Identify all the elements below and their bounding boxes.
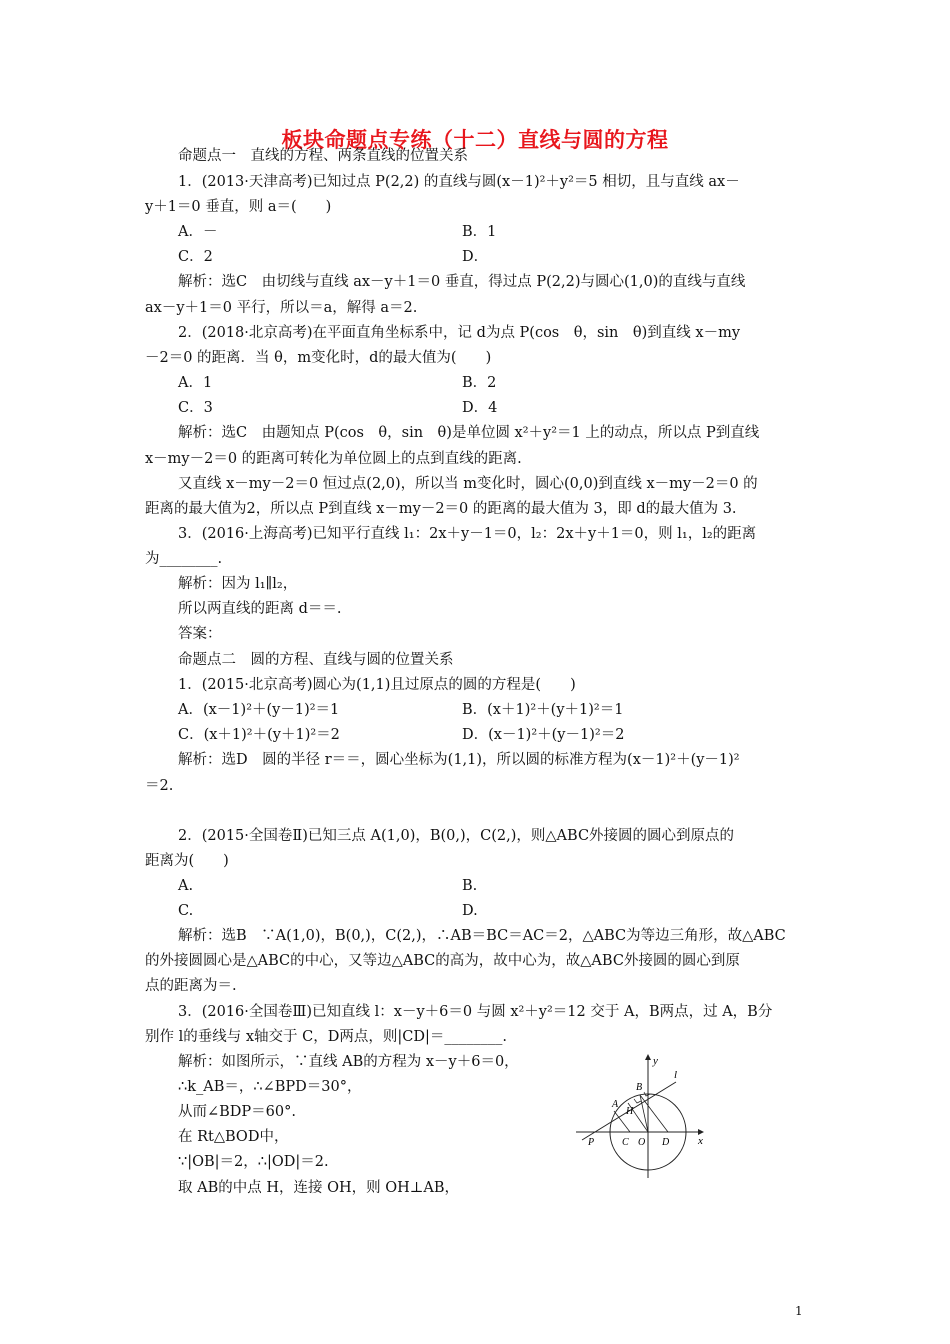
- answer-option: B.: [462, 878, 478, 894]
- answer-option: C．3: [178, 400, 213, 416]
- text-line: x－my－2＝0 的距离可转化为单位圆上的点到直线的距离.: [145, 451, 522, 467]
- answer-option: C.: [178, 903, 194, 919]
- text-line: 2．(2018·北京高考)在平面直角坐标系中，记 d为点 P(cos θ，sin θ)到直线 x－my: [178, 325, 741, 341]
- text-line: ∵|OB|＝2，∴|OD|＝2.: [178, 1154, 329, 1170]
- answer-option: A．1: [178, 375, 213, 391]
- geometry-figure: [572, 1052, 708, 1180]
- answer-option: B．(x＋1)²＋(y＋1)²＝1: [462, 702, 624, 718]
- answer-option: D.: [462, 903, 478, 919]
- text-line: ＝2.: [145, 778, 174, 794]
- text-line: 点的距离为＝.: [145, 978, 237, 994]
- text-line: 从而∠BDP＝60°.: [178, 1104, 296, 1120]
- text-line: 解析：如图所示，∵直线 AB的方程为 x－y＋6＝0，: [178, 1054, 519, 1070]
- text-line: 的外接圆圆心是△ABC的中心，又等边△ABC的高为，故中心为，故△ABC外接圆的圆心到原: [145, 953, 740, 969]
- text-line: －2＝0 的距离．当 θ，m变化时，d的最大值为( ): [145, 350, 492, 366]
- answer-option: D．(x－1)²＋(y－1)²＝2: [462, 727, 625, 743]
- text-line: 距离为( ): [145, 853, 229, 869]
- label-A: A: [612, 1099, 619, 1110]
- answer-option: D．: [462, 249, 489, 265]
- text-line: 为________.: [145, 551, 223, 567]
- label-P: P: [588, 1137, 595, 1148]
- text-line: 命题点一 直线的方程、两条直线的位置关系: [178, 148, 468, 164]
- text-line: 1．(2013·天津高考)已知过点 P(2,2) 的直线与圆(x－1)²＋y²＝5 相切，且与直线 ax－: [178, 174, 740, 190]
- answer-option: C．(x＋1)²＋(y＋1)²＝2: [178, 727, 340, 743]
- label-B: B: [636, 1082, 643, 1093]
- label-y: y: [653, 1055, 658, 1067]
- label-l: l: [674, 1069, 678, 1081]
- text-line: 在 Rt△BOD中，: [178, 1129, 289, 1145]
- text-line: 解析：选D 圆的半径 r＝＝，圆心坐标为(1,1)，所以圆的标准方程为(x－1)²＋(y－1)²: [178, 752, 740, 768]
- text-line: 3．(2016·全国卷Ⅲ)已知直线 l：x－y＋6＝0 与圆 x²＋y²＝12 交于 A，B两点，过 A，B分: [178, 1004, 773, 1020]
- text-line: 解析：选B ∵A(1,0)，B(0,)，C(2,)，∴AB＝BC＝AC＝2，△ABC为等边三角形，故△ABC: [178, 928, 786, 944]
- answer-option: C．2: [178, 249, 213, 265]
- text-line: 1．(2015·北京高考)圆心为(1,1)且过原点的圆的方程是( ): [178, 677, 576, 693]
- text-line: ax－y＋1＝0 平行，所以＝a，解得 a＝2.: [145, 300, 418, 316]
- text-line: 距离的最大值为2，所以点 P到直线 x－my－2＝0 的距离的最大值为 3，即 d的最大值为 3.: [145, 501, 737, 517]
- answer-option: A．(x－1)²＋(y－1)²＝1: [178, 702, 340, 718]
- answer-option: D．4: [462, 400, 498, 416]
- text-line: 解析：选C 由切线与直线 ax－y＋1＝0 垂直，得过点 P(2,2)与圆心(1,0)的直线与直线: [178, 274, 746, 290]
- text-line: 别作 l的垂线与 x轴交于 C，D两点，则|CD|＝________.: [145, 1029, 507, 1045]
- answer-option: B．2: [462, 375, 497, 391]
- text-line: 答案：: [178, 626, 222, 642]
- text-line: 又直线 x－my－2＝0 恒过点(2,0)，所以当 m变化时，圆心(0,0)到直线 x－my－2＝0 的: [178, 476, 758, 492]
- text-line: 2．(2015·全国卷Ⅱ)已知三点 A(1,0)，B(0,)，C(2,)，则△ABC外接圆的圆心到原点的: [178, 828, 735, 844]
- text-line: y＋1＝0 垂直，则 a＝( ): [145, 199, 332, 215]
- text-line: 解析：因为 l₁∥l₂，: [178, 576, 298, 592]
- label-O: O: [638, 1137, 646, 1148]
- text-line: ∴k_AB＝，∴∠BPD＝30°，: [178, 1079, 362, 1095]
- answer-option: A．－: [178, 224, 218, 240]
- label-x: x: [698, 1135, 703, 1147]
- page-title: 板块命题点专练（十二）直线与圆的方程: [281, 128, 669, 152]
- label-C: C: [622, 1137, 629, 1148]
- right-angle-mark: [634, 1099, 641, 1103]
- answer-option: A.: [178, 878, 194, 894]
- text-line: 所以两直线的距离 d＝＝.: [178, 601, 342, 617]
- page-number: 1: [795, 1304, 803, 1318]
- label-D: D: [662, 1137, 670, 1148]
- text-line: 3．(2016·上海高考)已知平行直线 l₁：2x＋y－1＝0，l₂：2x＋y＋1＝0，则 l₁，l₂的距离: [178, 526, 757, 542]
- y-axis-arrow: [645, 1054, 651, 1060]
- text-line: 命题点二 圆的方程、直线与圆的位置关系: [178, 652, 454, 668]
- text-line: 取 AB的中点 H，连接 OH，则 OH⊥AB，: [178, 1180, 460, 1196]
- text-line: 解析：选C 由题知点 P(cos θ，sin θ)是单位圆 x²＋y²＝1 上的动点，所以点 P到直线: [178, 425, 760, 441]
- answer-option: B．1: [462, 224, 497, 240]
- label-H: H: [626, 1106, 634, 1117]
